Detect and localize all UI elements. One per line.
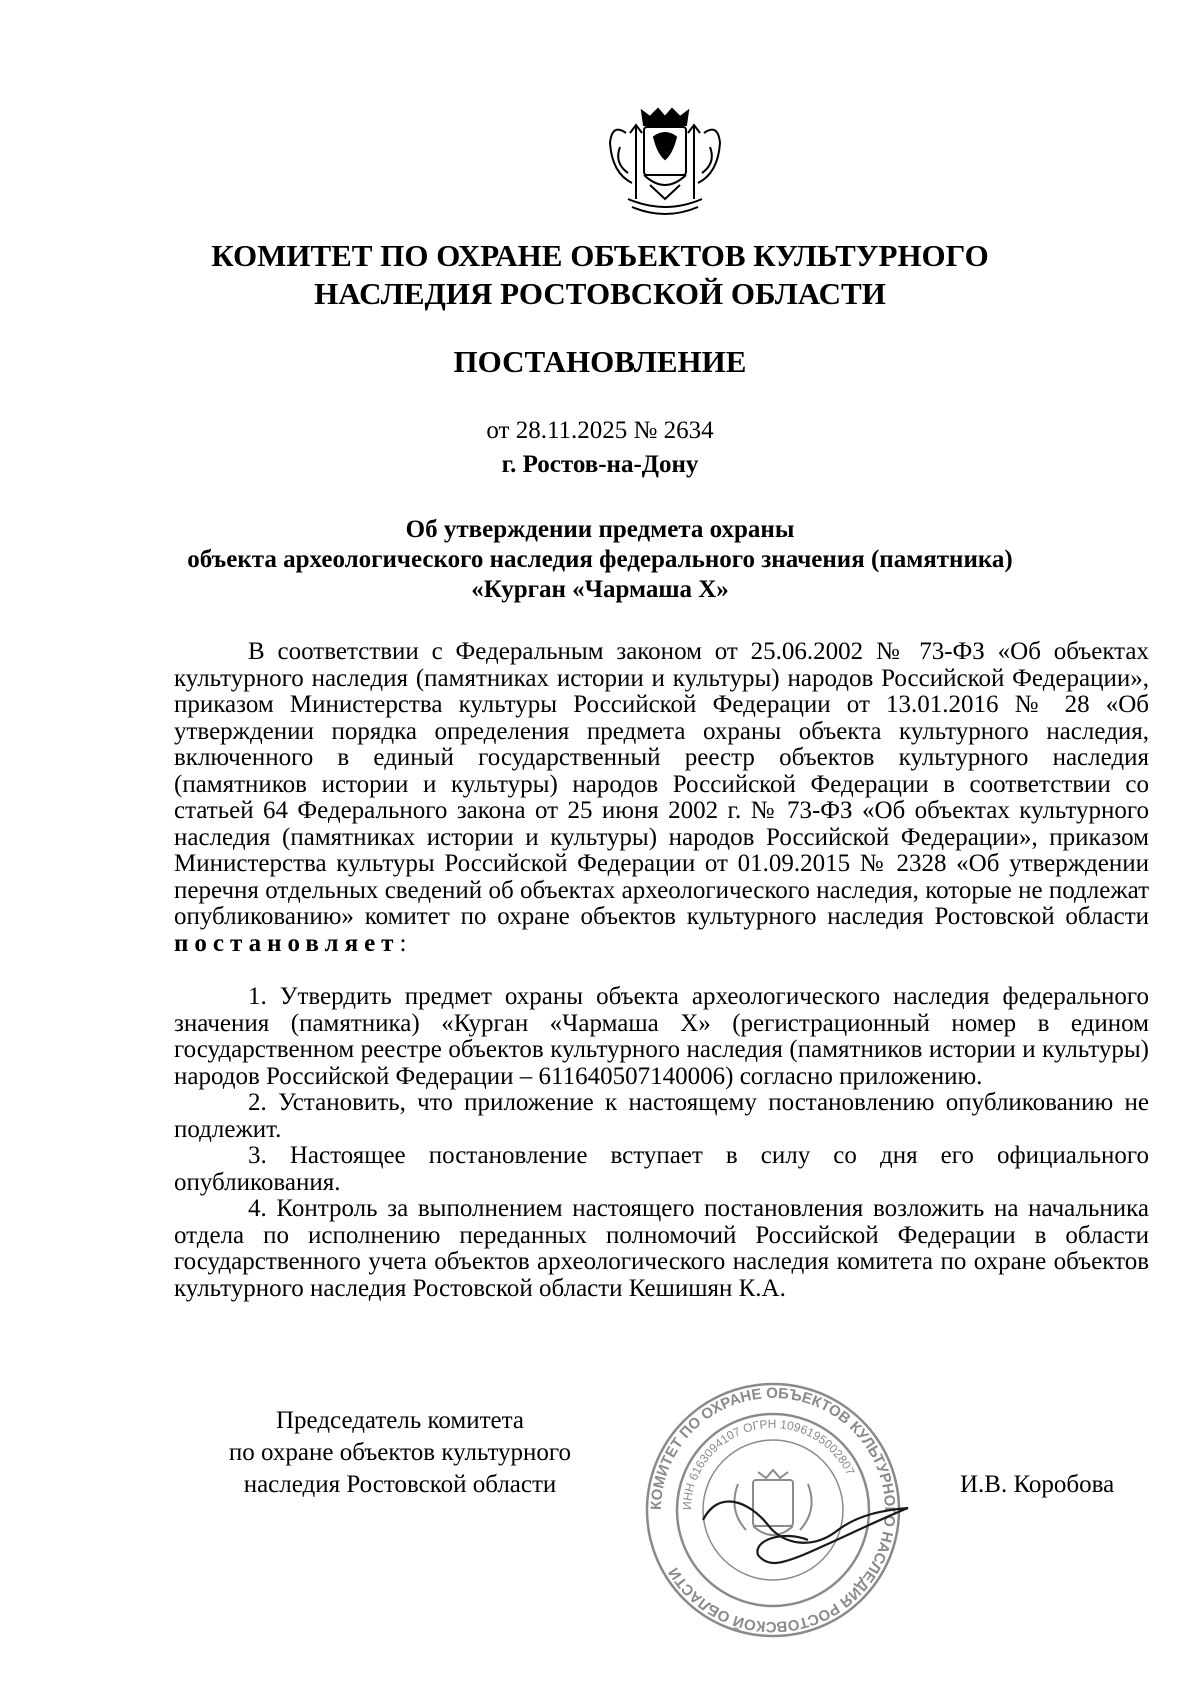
document-body bbox=[174, 639, 1149, 1302]
item-paragraph: 2. Установить, что приложение к настоящему постановлению опубликованию не подлежит. bbox=[174, 1089, 1149, 1143]
stamp-emblem-icon bbox=[734, 1470, 811, 1535]
svg-text:ИНН 6163094107 ОГРН 1096195002 bbox=[680, 1417, 858, 1510]
stamp-outer-text: КОМИТЕТ ПО ОХРАНЕ ОБЪЕКТОВ КУЛЬТУРНОГО НАСЛЕДИЯ РОСТОВСКОЙ ОБЛАСТИ bbox=[647, 1384, 899, 1636]
resolves-colon: : bbox=[399, 929, 407, 957]
item-paragraph: 3. Настоящее постановление вступает в силу со дня его официального опубликования. bbox=[174, 1142, 1149, 1196]
coat-of-arms-icon bbox=[606, 103, 724, 223]
stamp-inner-text: ИНН 6163094107 ОГРН 1096195002807 bbox=[679, 1416, 858, 1511]
signatory-position: Председатель комитета по охране объектов культурного наследия Ростовской области bbox=[228, 1407, 572, 1498]
document-subject: Об утверждении предмета охраны объекта археологического наследия федерального значения (памятника) «Курган «Чармаша X» bbox=[187, 516, 1013, 603]
document-date-number: от 28.11.2025 № 2634 bbox=[486, 417, 714, 444]
item-paragraph: 4. Контроль за выполнением настоящего постановления возложить на начальника отдела по исполнению переданных полномочий Российской Федерации в области государственного учета объектов археологического наследия комитета по охране объектов культурного наследия Ростовской области Кешишян К.А. bbox=[174, 1195, 1149, 1302]
document-city: г. Ростов-на-Дону bbox=[501, 451, 699, 478]
committee-name: КОМИТЕТ ПО ОХРАНЕ ОБЪЕКТОВ КУЛЬТУРНОГО НАСЛЕДИЯ РОСТОВСКОЙ ОБЛАСТИ bbox=[211, 238, 989, 311]
document-type: ПОСТАНОВЛЕНИЕ bbox=[453, 344, 747, 379]
preamble-text: В соответствии с Федеральным законом от 25.06.2002 № 73-ФЗ «Об объектах культурного наследия (памятниках истории и культуры) народов Российской Федерации», приказом Министерства культуры Российской Федерации от 13.01.2016 № 28 «Об утверждении порядка определения предмета охраны объекта культурного наследия, включенного в единый государственный реестр объектов культурного наследия (памятников истории и культуры) народов Российской Федерации в соответствии со статьей 64 Федерального закона от 25 июня 2002 г. № 73-ФЗ «Об объектах культурного наследия (памятниках истории и культуры) народов Российской Федерации», приказом Министерства культуры Российской Федерации от 01.09.2015 № 2328 «Об утверждении перечня отдельных сведений об объектах археологического наследия, которые не подлежат опубликованию» комитет по охране объектов культурного наследия Ростовской области bbox=[174, 638, 1149, 930]
resolves-word: постановляет bbox=[174, 929, 400, 957]
preamble-paragraph bbox=[174, 639, 1149, 957]
signatory-name: И.В. Коробова bbox=[960, 1471, 1115, 1498]
item-paragraph: 1. Утвердить предмет охраны объекта археологического наследия федерального значения (памятника) «Курган «Чармаша X» (регистрационный номер в едином государственном реестре объектов культурного наследия (памятников истории и культуры) народов Российской Федерации – 611640507140006) согласно приложению. bbox=[174, 983, 1149, 1090]
official-stamp bbox=[608, 1380, 938, 1640]
